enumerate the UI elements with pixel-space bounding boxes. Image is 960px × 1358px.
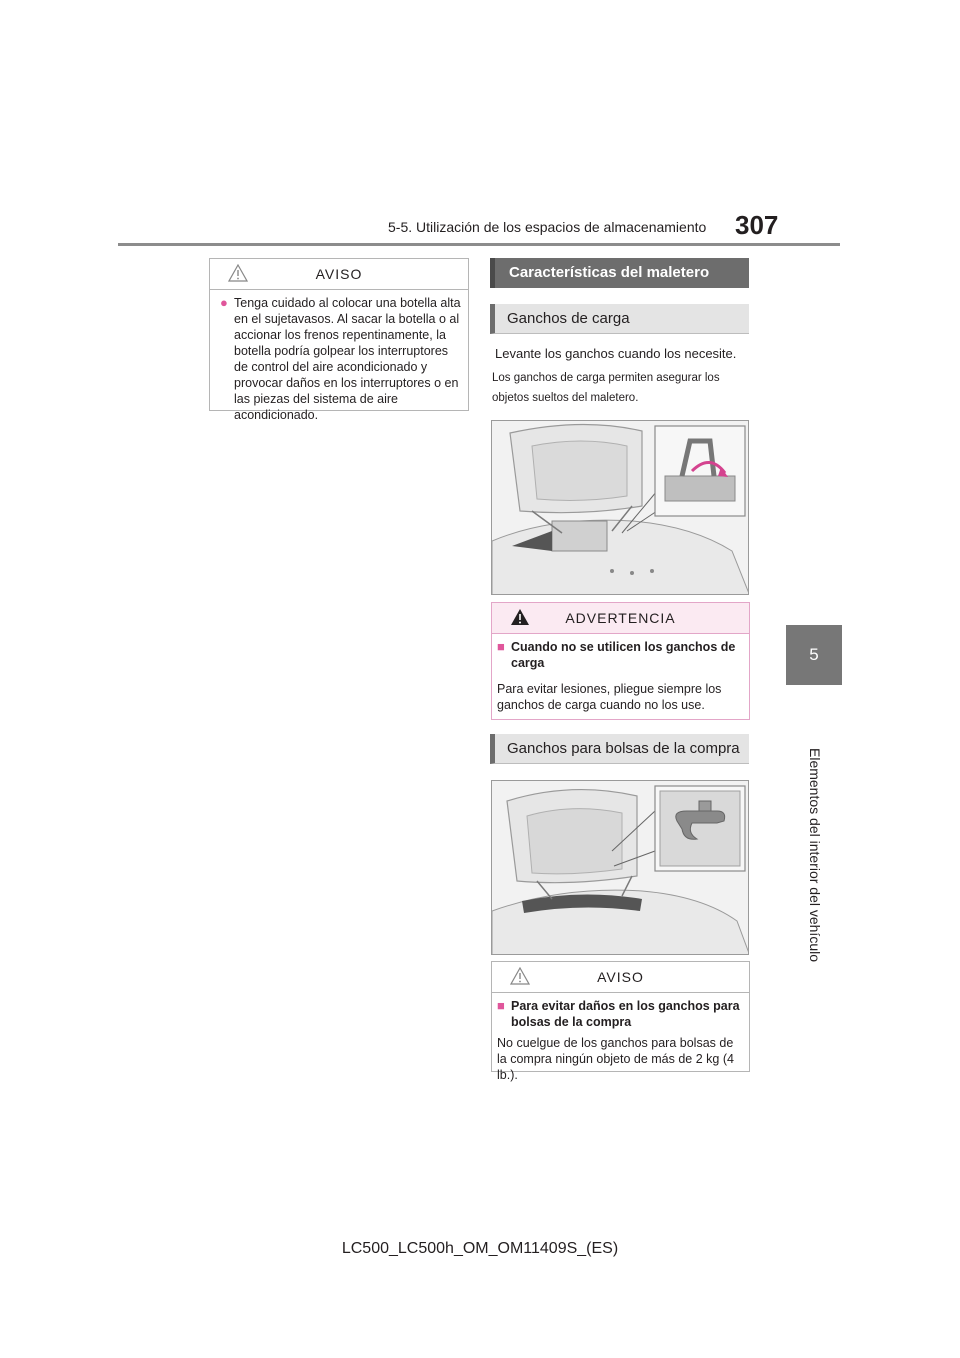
subheading-cargo-hooks: Ganchos de carga [490, 304, 749, 334]
aviso-box-1 [209, 258, 469, 422]
chapter-tab[interactable]: 5 [786, 625, 842, 685]
section-title: 5-5. Utilización de los espacios de almacenamiento [388, 219, 707, 235]
bullet-circle-icon: ● [220, 295, 228, 310]
aviso-header [210, 259, 468, 290]
aviso-2-header [492, 962, 749, 993]
aviso-title: AVISO [315, 266, 363, 282]
aviso-2-text: No cuelgue de los ganchos para bolsas de la compra ningún objeto de más de 2 kg (4 lb.). [497, 1036, 734, 1082]
advertencia-item [497, 639, 742, 671]
trunk-hooks-drawing [492, 781, 749, 955]
advertencia-text: Para evitar lesiones, pliegue siempre los ganchos de carga cuando no los use. [497, 682, 722, 712]
aviso-2-item [497, 998, 742, 1030]
advertencia-box [491, 602, 750, 720]
advertencia-item-title: Cuando no se utilicen los ganchos de carga [511, 640, 736, 670]
trunk-open-drawing [492, 421, 749, 595]
shopping-hooks-illustration [491, 780, 749, 955]
intro-text: Levante los ganchos cuando los necesite. [495, 346, 737, 361]
aviso-bullet [220, 295, 462, 423]
advertencia-title: ADVERTENCIA [565, 610, 676, 626]
subheading-shopping-hooks: Ganchos para bolsas de la compra [490, 734, 749, 764]
document-code: LC500_LC500h_OM_OM11409S_(ES) [341, 1240, 619, 1257]
aviso-2-title: AVISO [597, 969, 644, 985]
advertencia-header [492, 603, 749, 634]
chapter-label: Elementos del interior del vehículo [807, 747, 823, 963]
aviso-box-2 [491, 961, 750, 1082]
aviso-text: Tenga cuidado al colocar una botella alta en el sujetavasos. Al sacar la botella o al accionar los frenos repentinamente, la botella podría golpear los interruptores de control del aire acondicionado y provocar daños en los interruptores o en las piezas del sistema de aire acondicionado. [234, 296, 461, 422]
bullet-square-icon: ■ [497, 998, 505, 1013]
cargo-hooks-illustration [491, 420, 749, 595]
description-text: Los ganchos de carga permiten asegurar los objetos sueltos del maletero. [492, 372, 720, 404]
bullet-square-icon: ■ [497, 639, 505, 654]
header-divider [118, 243, 840, 246]
aviso-2-item-title: Para evitar daños en los ganchos para bolsas de la compra [511, 999, 740, 1029]
main-heading: Características del maletero [490, 258, 749, 288]
page-number: 307 [735, 210, 779, 240]
